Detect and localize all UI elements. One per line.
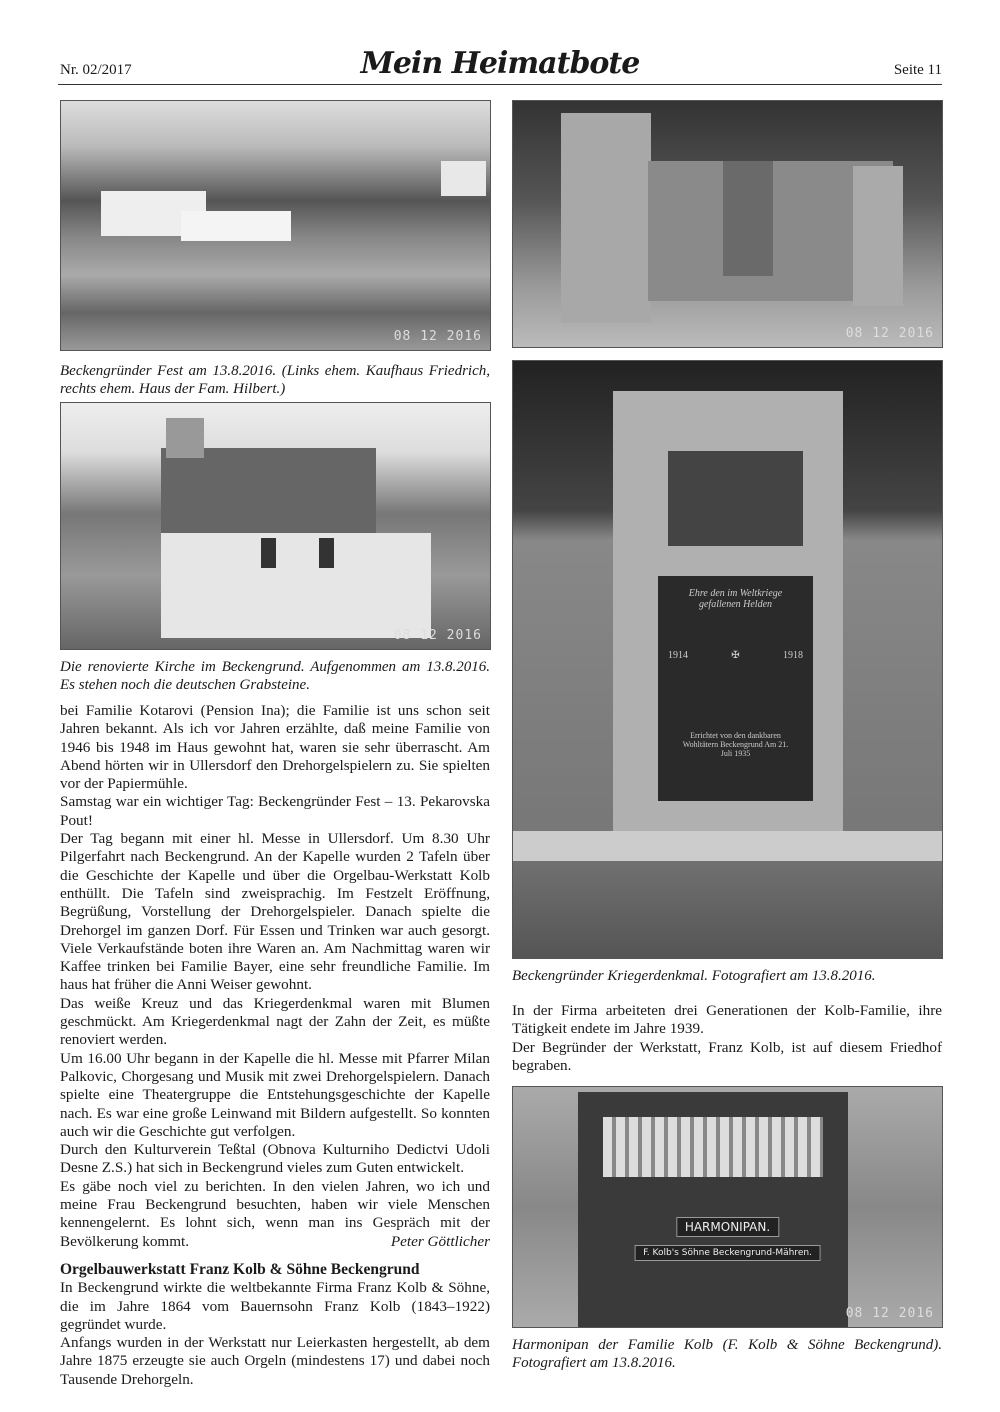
section-heading: Orgelbauwerkstatt Franz Kolb & Söhne Beckengrund [60, 1260, 420, 1278]
paragraph: Anfangs wurden in der Werkstatt nur Leierkasten hergestellt, ab dem Jahre 1875 erzeugte sie auch Orgeln (mindestens 17) und dabei noch Tausende Drehorgeln. [60, 1334, 490, 1388]
caption-kirche: Die renovierte Kirche im Beckengrund. Aufgenommen am 13.8.2016. Es stehen noch die deutschen Grabsteine. [60, 659, 490, 693]
memorial-plaque: Ehre den im Weltkriege gefallenen Helden 1914 ✠ 1918 Errichtet von den dankbaren Wohltätern Beckengrund Am 21. Juli 1935 [658, 576, 813, 801]
photo-timestamp: 08 12 2016 [845, 1306, 934, 1321]
photo-harmonipan [512, 1086, 943, 1328]
right-article-text [512, 1002, 942, 1075]
photo-kirche [60, 402, 491, 650]
photo-fest [60, 100, 491, 351]
organ-name-plate: HARMONIPAN. [676, 1217, 779, 1237]
photo-timestamp: 08 12 2016 [393, 628, 482, 643]
paragraph: Samstag war ein wichtiger Tag: Beckengründer Fest – 13. Pekarovska Pout! [60, 793, 490, 829]
page-number: Seite 11 [893, 62, 942, 78]
paragraph: Das weiße Kreuz und das Kriegerdenkmal waren mit Blumen geschmückt. Am Kriegerdenkmal nagt der Zahn der Zeit, es müßte renoviert werden. [60, 994, 490, 1049]
paragraph: Um 16.00 Uhr begann in der Kapelle die hl. Messe mit Pfarrer Milan Palkovic, Chorgesang und Musik mit zwei Drehorgelspielern. Danach spielte eine Theatergruppe die Entstehungsgeschichte der Kapelle nach. Es war eine große Leinwand mit Bildern aufgestellt. So konnten auch wir die Geschichte gut verfolgen. [60, 1049, 490, 1140]
paragraph: bei Familie Kotarovi (Pension Ina); die Familie ist uns schon seit Jahren bekannt. Als ich vor Jahren erzählte, daß meine Familie von 1946 bis 1948 im Haus gewohnt hat, waren sie sehr überrascht. Am Abend hörten wir in Ullersdorf den Drehorgelspielern zu. Sie spielten vor der Papiermühle. [60, 702, 490, 793]
issue-number: Nr. 02/2017 [60, 62, 132, 78]
photo-denkmal [512, 360, 943, 959]
left-article-text [60, 702, 490, 1389]
masthead-logo: Mein Heimatbote [360, 46, 640, 81]
photo-timestamp: 08 12 2016 [393, 329, 482, 344]
organ-maker-plate: F. Kolb's Söhne Beckengrund-Mähren. [634, 1245, 821, 1261]
header-rule [58, 84, 942, 85]
caption-fest: Beckengründer Fest am 13.8.2016. (Links ehem. Kaufhaus Friedrich, rechts ehem. Haus der Fam. Hilbert.) [60, 363, 490, 397]
paragraph: Der Begründer der Werkstatt, Franz Kolb, ist auf diesem Friedhof begraben. [512, 1038, 942, 1074]
paragraph: Durch den Kulturverein Teßtal (Obnova Kulturniho Dedictvi Udoli Desne Z.S.) hat sich in Beckengrund vieles zum Guten entwickelt. [60, 1141, 490, 1177]
photo-denkmal-wall [512, 100, 943, 348]
photo-timestamp: 08 12 2016 [845, 326, 934, 341]
caption-harmonipan: Harmonipan der Familie Kolb (F. Kolb & Söhne Beckengrund). Fotografiert am 13.8.2016. [512, 1337, 942, 1371]
author-signature: Peter Göttlicher [390, 1232, 490, 1250]
caption-denkmal: Beckengründer Kriegerdenkmal. Fotografiert am 13.8.2016. [512, 968, 876, 984]
paragraph: In Beckengrund wirkte die weltbekannte Firma Franz Kolb & Söhne, die im Jahre 1864 vom Bauernsohn Franz Kolb (1843–1922) gegründet wurde. [60, 1279, 490, 1333]
paragraph: Es gäbe noch viel zu berichten. In den vielen Jahren, wo ich und meine Frau Beckengrund besuchten, haben wir viele Menschen kennengelernt. Es lohnt sich, wenn man ins Gespräch mit der Bevölkerung kommt. Peter Göttlicher [60, 1177, 490, 1250]
paragraph: Der Tag begann mit einer hl. Messe in Ullersdorf. Um 8.30 Uhr Pilgerfahrt nach Beckengrund. An der Kapelle wurden 2 Tafeln über die Geschichte der Kapelle und über die Orgelbau-Werkstatt Kolb enthüllt. Die Tafeln sind zweisprachig. Im Festzelt Eröffnung, Begrüßung, Vorstellung der Drehorgelspieler. Danach spielte die Drehorgel im ganzen Dorf. Für Essen und Trinken war auch gesorgt. Viele Verkaufstände boten ihre Waren an. Am Nachmittag waren wir Kaffee trinken bei Familie Bayer, eine sehr freundliche Familie. Im haus hat früher die Anni Weiser gewohnt. [60, 830, 490, 994]
paragraph: In der Firma arbeiteten drei Generationen der Kolb-Familie, ihre Tätigkeit endete im Jahre 1939. [512, 1002, 942, 1038]
